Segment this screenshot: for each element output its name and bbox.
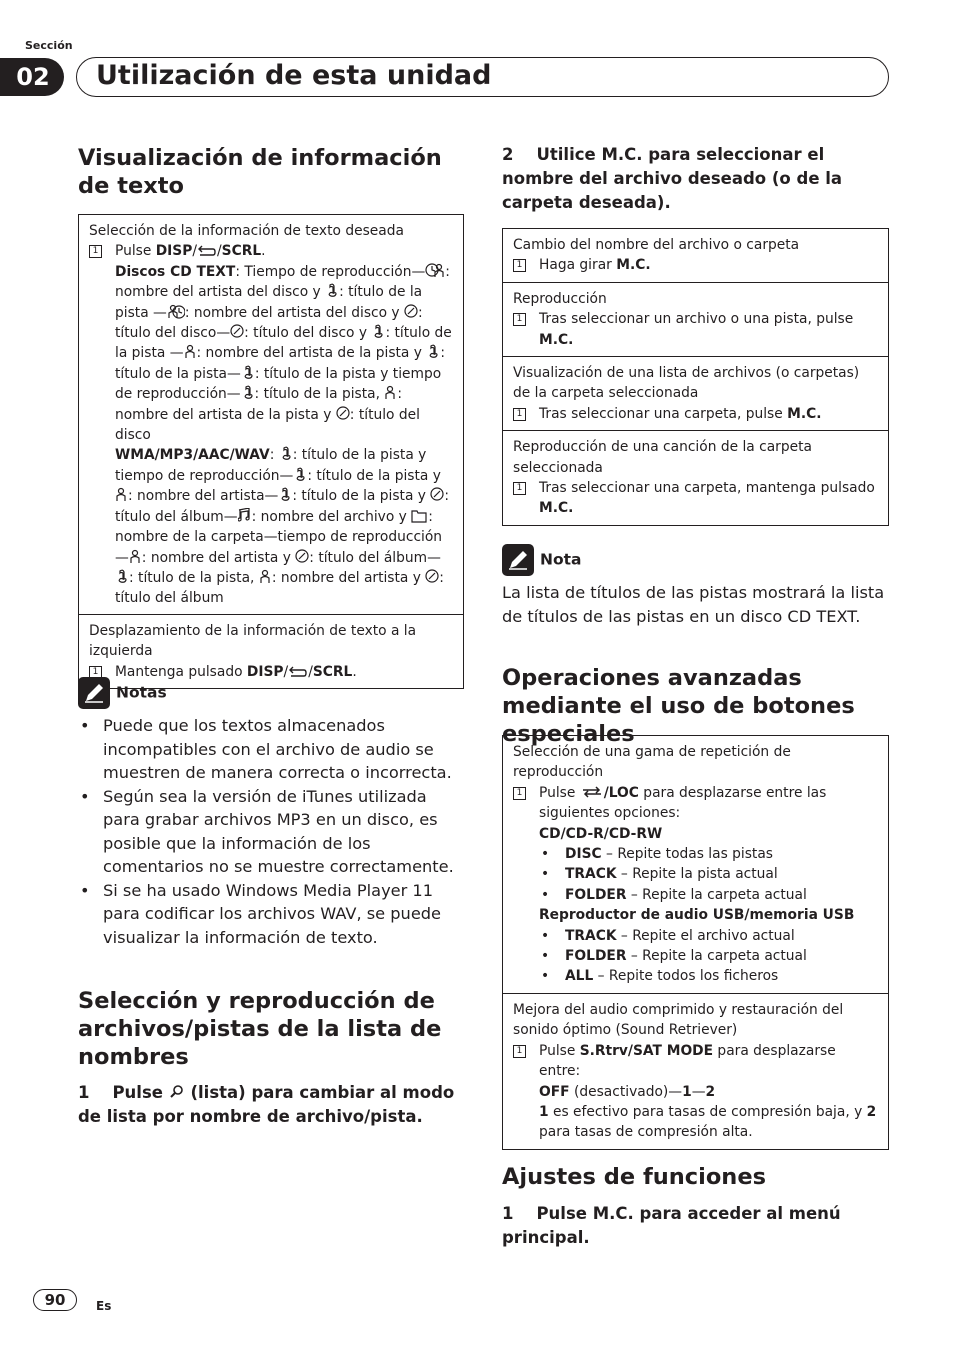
track-title-icon bbox=[241, 385, 255, 400]
folder-icon bbox=[411, 508, 428, 523]
step-row: 1 Tras seleccionar una carpeta, pulse M.C. bbox=[513, 404, 878, 424]
nota-text: La lista de títulos de las pistas mostrará la lista de títulos de las pistas en un disco CD TEXT. bbox=[502, 583, 885, 626]
cell-title: Visualización de una lista de archivos (o carpetas) de la carpeta seleccionada bbox=[513, 365, 860, 402]
return-icon bbox=[197, 245, 217, 257]
list-item: • TRACK – Repite la pista actual bbox=[513, 864, 878, 884]
scrl-button-label: SCRL bbox=[312, 663, 353, 680]
sound-retriever-explanation: 1 es efectivo para tasas de compresión baja, y 2 para tasas de compresión alta. bbox=[539, 1103, 877, 1141]
step-row: 1 Pulse DISP/ /SCRL. bbox=[89, 241, 453, 261]
list-item: • DISC – Repite todas las pistas bbox=[513, 844, 878, 864]
notes-list bbox=[78, 714, 466, 949]
step-number: 1 bbox=[513, 313, 526, 326]
repeat-icon bbox=[580, 785, 604, 799]
heading-advanced: Operaciones avanzadas mediante el uso de botones especiales bbox=[502, 665, 855, 747]
sound-retriever-options: OFF (desactivado)—1—2 bbox=[539, 1083, 716, 1100]
mc-label: M.C. bbox=[539, 331, 574, 348]
step-row: 1 Pulse /LOC para desplazarse entre las siguientes opciones: bbox=[513, 783, 878, 824]
srtrv-button-label: S.Rtrv/SAT MODE bbox=[579, 1042, 714, 1059]
list-item: • Según sea la versión de iTunes utilizada para grabar archivos MP3 en un disco, es posible que la información de los comentarios no se muestre correctamente. bbox=[78, 785, 466, 879]
page-title: Utilización de esta unidad bbox=[96, 60, 492, 91]
cd-text-label: Discos CD TEXT bbox=[115, 263, 236, 280]
artist-icon bbox=[167, 304, 185, 319]
album-icon bbox=[425, 569, 439, 584]
heading-text-info: Visualización de información de texto bbox=[78, 145, 442, 199]
notes-heading bbox=[78, 677, 167, 709]
file-ops-table bbox=[502, 228, 889, 526]
track-title-icon bbox=[241, 365, 255, 380]
notes-title: Notas bbox=[116, 683, 167, 702]
step-number: 1 bbox=[513, 408, 526, 421]
nota-title: Nota bbox=[540, 550, 582, 569]
track-title-icon bbox=[115, 569, 129, 584]
file-icon bbox=[238, 508, 252, 523]
usb-group-label: Reproductor de audio USB/memoria USB bbox=[539, 907, 855, 924]
step-text: Pulse bbox=[115, 243, 156, 260]
file-ops-cell bbox=[503, 229, 888, 282]
loc-button-label: /LOC bbox=[603, 784, 639, 801]
list-item: • FOLDER – Repite la carpeta actual bbox=[513, 946, 878, 966]
disc-title-icon bbox=[404, 304, 418, 319]
disp-button-label: DISP bbox=[246, 663, 284, 680]
track-title-icon bbox=[371, 324, 385, 339]
step-1-settings bbox=[502, 1202, 890, 1250]
file-ops-cell bbox=[503, 430, 888, 525]
cell-title: Selección de una gama de repetición de reproducción bbox=[513, 744, 791, 781]
heading-select-files: Selección y reproducción de archivos/pistas de la lista de nombres bbox=[78, 988, 442, 1070]
clock-icon bbox=[425, 263, 445, 278]
cd-group-label: CD/CD-R/CD-RW bbox=[539, 825, 663, 842]
list-item: • Si se ha usado Windows Media Player 11 para codificar los archivos WAV, se puede visualizar la información de texto. bbox=[78, 879, 466, 950]
mc-label: M.C. bbox=[787, 405, 822, 422]
language-code: Es bbox=[96, 1299, 112, 1313]
step-text: Mantenga pulsado bbox=[115, 663, 247, 680]
track-title-icon bbox=[293, 467, 307, 482]
cell-title: Mejora del audio comprimido y restauración del sonido óptimo (Sound Retriever) bbox=[513, 1001, 844, 1039]
disc-title-icon bbox=[230, 324, 244, 339]
section-label: Sección bbox=[25, 39, 73, 52]
step-row: 1 Tras seleccionar una carpeta, mantenga pulsado M.C. bbox=[513, 478, 878, 519]
step-1-select bbox=[78, 1081, 468, 1129]
wma-info: WMA/MP3/AAC/WAV: : título de la pista y tiempo de reproducción— : título de la pista y : nombre del artista— : título de la pista y : título del álbum— : nombre del archivo y : nombre de la carpeta—tiempo de reproducción — : nombre del artista y : título del álbum—: título de la pista, : nombre del artista y : título del álbum bbox=[115, 447, 449, 607]
sound-retriever-cell bbox=[503, 993, 888, 1149]
step-number: 1 bbox=[513, 787, 526, 800]
page-number: 90 bbox=[33, 1289, 77, 1311]
disp-button-label: DISP bbox=[155, 243, 193, 260]
artist-icon bbox=[115, 487, 128, 502]
album-icon bbox=[295, 549, 309, 564]
text-info-cell bbox=[79, 215, 463, 614]
nota-heading bbox=[502, 544, 582, 576]
wma-label: WMA/MP3/AAC/WAV bbox=[115, 447, 270, 464]
artist-icon bbox=[129, 549, 142, 564]
mc-label: M.C. bbox=[616, 257, 651, 274]
list-item: • Puede que los textos almacenados incompatibles con el archivo de audio se muestren de manera correcta o incorrecta. bbox=[78, 714, 466, 785]
step-text: Utilice M.C. para seleccionar el nombre del archivo deseado (o de la carpeta deseada). bbox=[502, 145, 843, 212]
step-number: 1 bbox=[513, 1045, 526, 1058]
cell-title: Desplazamiento de la información de texto a la izquierda bbox=[89, 622, 417, 660]
track-title-icon bbox=[426, 344, 440, 359]
scrl-button-label: SCRL bbox=[221, 243, 262, 260]
disc-artist-icon bbox=[325, 283, 339, 298]
note-pencil-icon bbox=[78, 677, 110, 709]
step-number: 1 bbox=[78, 1083, 90, 1102]
list-search-icon bbox=[169, 1084, 185, 1100]
step-text: Pulse M.C. para acceder al menú principal. bbox=[502, 1204, 841, 1247]
artist-icon bbox=[259, 569, 272, 584]
disc-title-icon bbox=[336, 406, 350, 421]
repeat-cell bbox=[503, 736, 888, 993]
text-info-table bbox=[78, 214, 464, 689]
track-artist-icon bbox=[184, 344, 197, 359]
step-number: 1 bbox=[89, 245, 102, 258]
note-pencil-icon bbox=[502, 544, 534, 576]
track-title-icon bbox=[278, 487, 292, 502]
step-number: 1 bbox=[513, 482, 526, 495]
section-number: 02 bbox=[0, 58, 64, 96]
list-item: • TRACK – Repite el archivo actual bbox=[513, 926, 878, 946]
file-ops-cell bbox=[503, 282, 888, 356]
track-artist-icon bbox=[384, 385, 397, 400]
step-number: 1 bbox=[89, 666, 102, 679]
track-title-icon bbox=[279, 446, 293, 461]
step-row: 1 Pulse S.Rtrv/SAT MODE para desplazarse entre: bbox=[513, 1041, 878, 1082]
heading-settings: Ajustes de funciones bbox=[502, 1164, 766, 1190]
cd-text-info: Discos CD TEXT: Tiempo de reproducción— : nombre del artista del disco y : título de la pista — : nombre del artista del disco y : título del disco— : título del disco y : título de la pista — : nombre del artista de la pista y : título de la pista— : título de la pista y tiempo de reproducción— : título de la pista, : nombre del artista de la pista y : título del disco bbox=[115, 263, 452, 444]
step-row: 1 Tras seleccionar un archivo o una pista, pulse M.C. bbox=[513, 309, 878, 350]
step-number: 1 bbox=[502, 1204, 514, 1223]
file-ops-cell bbox=[503, 356, 888, 430]
mc-label: M.C. bbox=[539, 500, 574, 517]
step-text: Pulse bbox=[112, 1083, 169, 1102]
list-item: • FOLDER – Repite la carpeta actual bbox=[513, 885, 878, 905]
step-number: 1 bbox=[513, 259, 526, 272]
cell-title: Cambio del nombre del archivo o carpeta bbox=[513, 237, 800, 253]
list-item: • ALL – Repite todos los ficheros bbox=[513, 966, 878, 986]
return-icon bbox=[288, 666, 308, 678]
album-icon bbox=[430, 487, 444, 502]
cell-title: Reproducción de una canción de la carpeta seleccionada bbox=[513, 439, 812, 476]
step-row: 1 Haga girar M.C. bbox=[513, 255, 878, 275]
step-number: 2 bbox=[502, 145, 514, 164]
step-row: 1 Mantenga pulsado DISP/ /SCRL. bbox=[89, 662, 453, 682]
cell-title: Selección de la información de texto deseada bbox=[89, 223, 404, 239]
advanced-table bbox=[502, 735, 889, 1150]
cell-title: Reproducción bbox=[513, 290, 607, 307]
step-text: (lista) para cambiar al modo de lista por nombre de archivo/pista. bbox=[78, 1083, 455, 1126]
step-2-mc bbox=[502, 143, 890, 215]
